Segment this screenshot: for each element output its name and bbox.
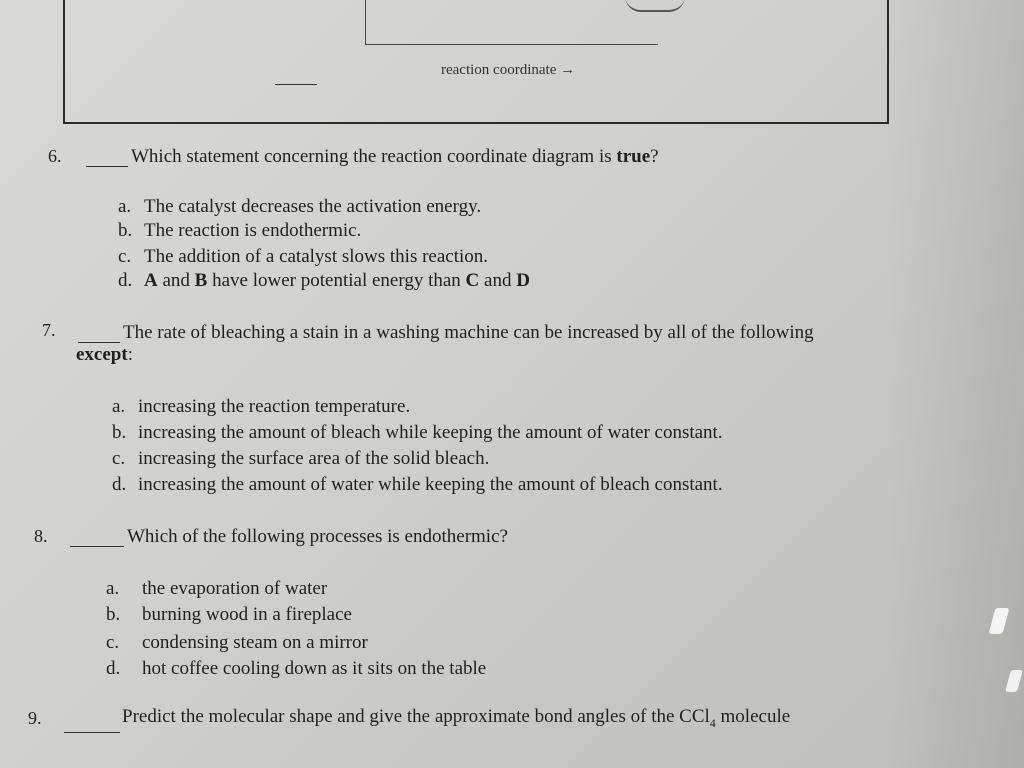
option-text: increasing the surface area of the solid bleach.	[138, 448, 490, 469]
reaction-diagram-box	[63, 0, 889, 124]
question-number: 7.	[42, 320, 56, 340]
answer-blank	[64, 732, 120, 733]
option-letter: b.	[112, 422, 127, 443]
option	[106, 604, 352, 626]
question-number: 9.	[28, 708, 42, 728]
question-text: Which of the following processes is endothermic?	[127, 526, 508, 547]
option-letter: b.	[118, 220, 133, 241]
option-text: increasing the amount of bleach while keeping the amount of water constant.	[138, 422, 723, 443]
answer-blank	[78, 342, 120, 343]
question-suffix: ?	[650, 146, 659, 167]
option-text: the evaporation of water	[142, 578, 328, 599]
option-text: hot coffee cooling down as it sits on the table	[142, 658, 487, 679]
question-text: The rate of bleaching a stain in a washing machine can be increased by all of the following	[123, 322, 814, 343]
option	[118, 220, 361, 242]
option-part: B	[194, 270, 208, 291]
question-text	[131, 146, 659, 168]
option	[118, 246, 488, 268]
option-letter: d.	[118, 270, 133, 291]
option-text: burning wood in a fireplace	[142, 604, 352, 625]
option-text: increasing the reaction temperature.	[138, 396, 411, 417]
option-part: A	[144, 270, 158, 291]
question-emphasis: except	[76, 344, 128, 365]
option	[118, 196, 481, 218]
option-letter: a.	[112, 396, 126, 417]
question-text-main: Predict the molecular shape and give the approximate bond angles of the CCl	[122, 706, 710, 727]
option-part: and	[479, 270, 517, 291]
photo-shadow	[884, 0, 1024, 768]
axis-label: reaction coordinate →	[441, 62, 576, 78]
question-text-main: Which statement concerning the reaction coordinate diagram is	[131, 146, 612, 167]
option	[112, 448, 489, 470]
question-suffix: :	[127, 344, 133, 365]
question-text	[122, 706, 790, 731]
option-part: D	[516, 270, 530, 291]
option	[106, 578, 327, 600]
answer-blank	[275, 84, 317, 85]
option	[112, 396, 410, 418]
option-letter: d.	[112, 474, 127, 495]
option-text: increasing the amount of water while keeping the amount of bleach constant.	[138, 474, 723, 495]
answer-blank	[86, 166, 128, 167]
energy-curve	[625, 0, 685, 12]
option-text: The reaction is endothermic.	[144, 220, 362, 241]
option	[112, 422, 723, 444]
option	[112, 474, 723, 496]
option-letter: a.	[106, 578, 120, 599]
question-emphasis: true	[616, 146, 651, 167]
question-number: 6.	[48, 146, 62, 166]
option-text: The catalyst decreases the activation energy.	[144, 196, 482, 217]
option-part: and	[157, 270, 195, 291]
question-text-continuation	[76, 344, 133, 366]
option-letter: b.	[106, 604, 121, 625]
option	[118, 270, 530, 292]
option-text: The addition of a catalyst slows this reaction.	[144, 246, 489, 267]
subscript: 4	[709, 715, 716, 730]
question-text-end: molecule	[715, 706, 791, 727]
option-letter: c.	[112, 448, 126, 469]
option-part: have lower potential energy than	[207, 270, 466, 291]
option-letter: d.	[106, 658, 121, 679]
option	[106, 658, 486, 680]
diagram-axes	[365, 0, 658, 45]
option-letter: c.	[118, 246, 132, 267]
question-number: 8.	[34, 526, 48, 546]
option-part: C	[465, 270, 480, 291]
option-text: condensing steam on a mirror	[142, 632, 368, 653]
option-letter: c.	[106, 632, 120, 653]
answer-blank	[70, 546, 124, 547]
option-letter: a.	[118, 196, 132, 217]
option	[106, 632, 368, 654]
